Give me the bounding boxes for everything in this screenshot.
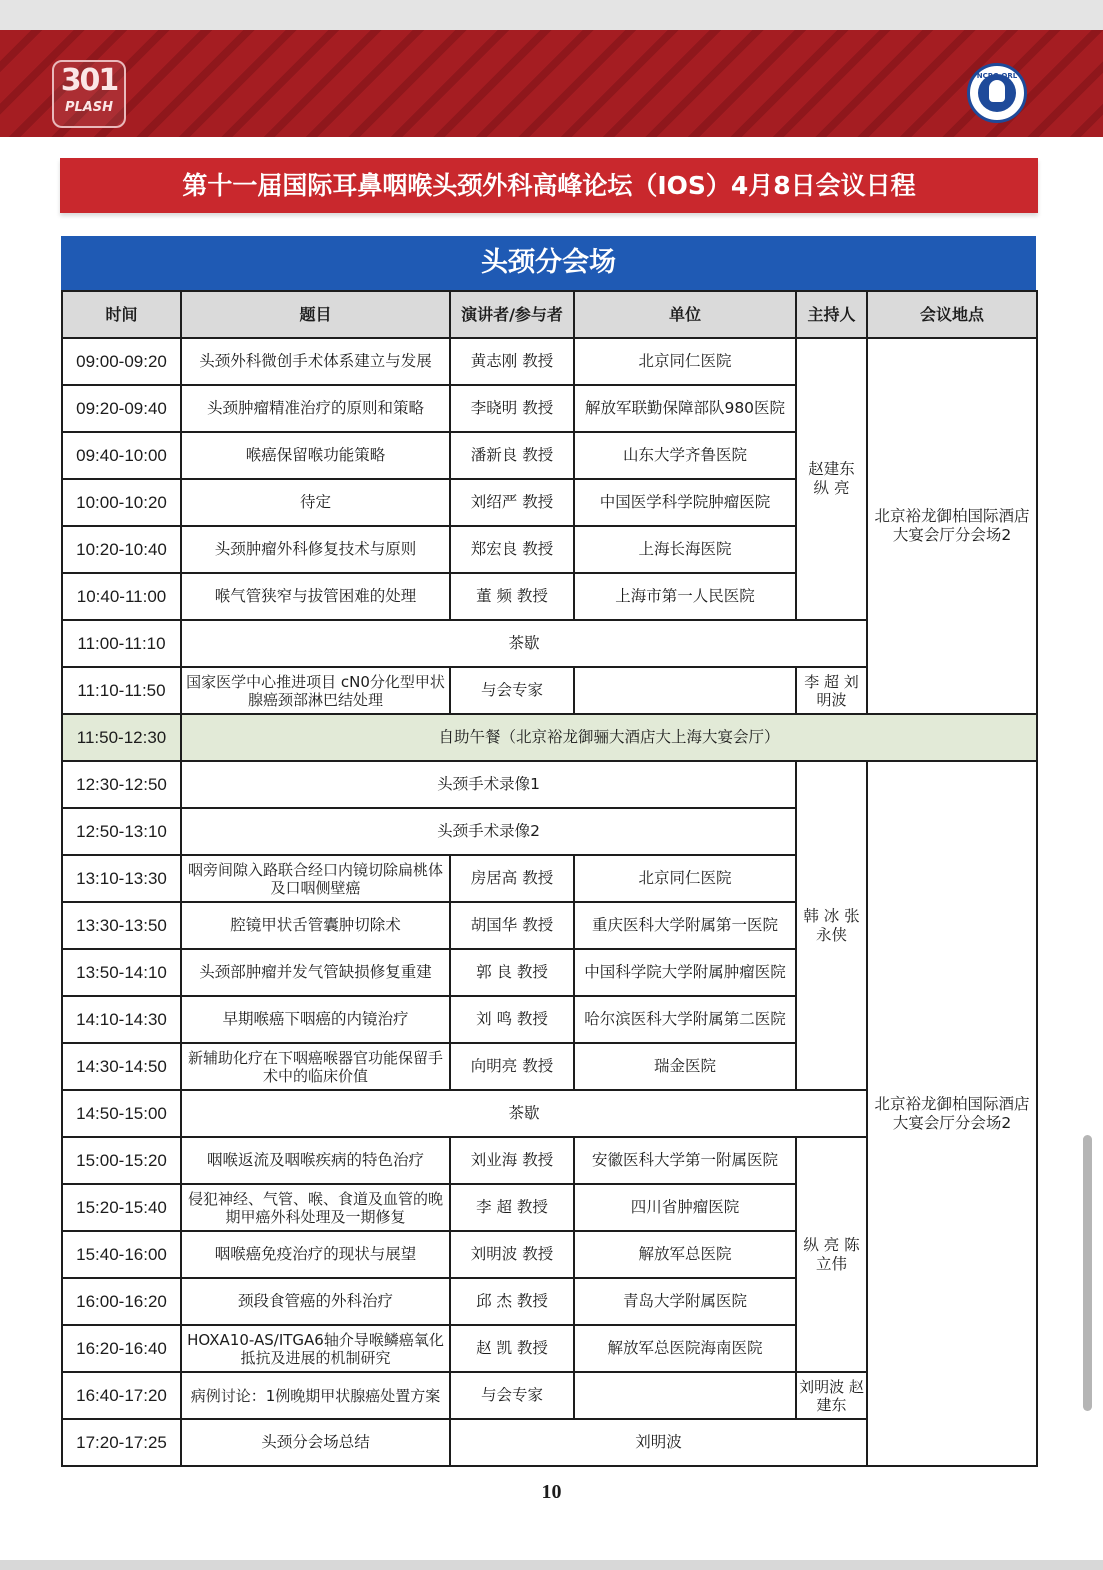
topic-cell: HOXA10-AS/ITGA6轴介导喉鳞癌氧化抵抗及进展的机制研究	[181, 1325, 450, 1372]
header-speaker: 演讲者/参与者	[450, 291, 574, 338]
time-cell: 12:30-12:50	[62, 761, 181, 808]
plash-logo: 301 PLASH	[52, 60, 126, 128]
page-title: 第十一届国际耳鼻咽喉头颈外科高峰论坛（IOS）4月8日会议日程	[60, 158, 1038, 213]
unit-cell: 山东大学齐鲁医院	[574, 432, 796, 479]
topic-cell: 腔镜甲状舌管囊肿切除术	[181, 902, 450, 949]
unit-cell: 北京同仁医院	[574, 855, 796, 902]
time-cell: 12:50-13:10	[62, 808, 181, 855]
time-cell: 14:30-14:50	[62, 1043, 181, 1090]
time-cell: 16:00-16:20	[62, 1278, 181, 1325]
time-cell: 10:40-11:00	[62, 573, 181, 620]
topic-cell: 头颈肿瘤精准治疗的原则和策略	[181, 385, 450, 432]
topic-cell: 侵犯神经、气管、喉、食道及血管的晚期甲癌外科处理及一期修复	[181, 1184, 450, 1231]
unit-cell: 中国医学科学院肿瘤医院	[574, 479, 796, 526]
video-cell: 头颈手术录像1	[181, 761, 796, 808]
header-host: 主持人	[796, 291, 867, 338]
time-cell: 17:20-17:25	[62, 1419, 181, 1466]
topic-cell: 头颈部肿瘤并发气管缺损修复重建	[181, 949, 450, 996]
topic-cell: 咽喉癌免疫治疗的现状与展望	[181, 1231, 450, 1278]
unit-cell: 四川省肿瘤医院	[574, 1184, 796, 1231]
time-cell: 11:10-11:50	[62, 667, 181, 714]
time-cell: 13:50-14:10	[62, 949, 181, 996]
top-strip	[0, 0, 1103, 30]
speaker-cell: 与会专家	[450, 1372, 574, 1419]
time-cell: 10:20-10:40	[62, 526, 181, 573]
topic-cell: 头颈肿瘤外科修复技术与原则	[181, 526, 450, 573]
lunch-cell: 自助午餐（北京裕龙御骊大酒店大上海大宴会厅）	[181, 714, 1037, 761]
speaker-cell: 潘新良 教授	[450, 432, 574, 479]
host-cell: 赵建东 纵 亮	[796, 338, 867, 620]
time-cell: 11:50-12:30	[62, 714, 181, 761]
unit-cell: 上海长海医院	[574, 526, 796, 573]
speaker-cell: 郑宏良 教授	[450, 526, 574, 573]
unit-cell: 哈尔滨医科大学附属第二医院	[574, 996, 796, 1043]
venue-cell: 北京裕龙御柏国际酒店大宴会厅分会场2	[867, 338, 1037, 714]
break-cell: 茶歇	[181, 620, 867, 667]
topic-cell: 新辅助化疗在下咽癌喉器官功能保留手术中的临床价值	[181, 1043, 450, 1090]
speaker-cell: 李 超 教授	[450, 1184, 574, 1231]
time-cell: 15:00-15:20	[62, 1137, 181, 1184]
topic-cell: 颈段食管癌的外科治疗	[181, 1278, 450, 1325]
topic-cell: 国家医学中心推进项目 cN0分化型甲状腺癌颈部淋巴结处理	[181, 667, 450, 714]
speaker-cell: 赵 凯 教授	[450, 1325, 574, 1372]
topic-cell: 咽旁间隙入路联合经口内镜切除扁桃体及口咽侧壁癌	[181, 855, 450, 902]
host-cell: 刘明波 赵建东	[796, 1372, 867, 1419]
speaker-cell: 刘业海 教授	[450, 1137, 574, 1184]
session-title: 头颈分会场	[61, 236, 1036, 290]
header-time: 时间	[62, 291, 181, 338]
speaker-cell: 刘明波 教授	[450, 1231, 574, 1278]
time-cell: 09:40-10:00	[62, 432, 181, 479]
topic-cell: 咽喉返流及咽喉疾病的特色治疗	[181, 1137, 450, 1184]
speaker-cell: 刘 鸣 教授	[450, 996, 574, 1043]
video-cell: 头颈手术录像2	[181, 808, 796, 855]
topic-cell: 早期喉癌下咽癌的内镜治疗	[181, 996, 450, 1043]
table-header-row	[62, 291, 1037, 338]
scrollbar[interactable]	[1083, 1135, 1092, 1411]
unit-cell: 解放军总医院	[574, 1231, 796, 1278]
time-cell: 09:00-09:20	[62, 338, 181, 385]
time-cell: 10:00-10:20	[62, 479, 181, 526]
unit-cell: 解放军总医院海南医院	[574, 1325, 796, 1372]
time-cell: 16:20-16:40	[62, 1325, 181, 1372]
unit-cell: 瑞金医院	[574, 1043, 796, 1090]
header-venue: 会议地点	[867, 291, 1037, 338]
unit-cell: 上海市第一人民医院	[574, 573, 796, 620]
break-cell: 茶歇	[181, 1090, 867, 1137]
time-cell: 14:10-14:30	[62, 996, 181, 1043]
topic-cell: 待定	[181, 479, 450, 526]
unit-cell: 解放军联勤保障部队980医院	[574, 385, 796, 432]
time-cell: 15:20-15:40	[62, 1184, 181, 1231]
time-cell: 16:40-17:20	[62, 1372, 181, 1419]
bottom-strip	[0, 1560, 1103, 1570]
unit-cell: 北京同仁医院	[574, 338, 796, 385]
speaker-cell: 向明亮 教授	[450, 1043, 574, 1090]
host-cell: 韩 冰 张永侠	[796, 761, 867, 1090]
time-cell: 14:50-15:00	[62, 1090, 181, 1137]
speaker-cell: 黄志刚 教授	[450, 338, 574, 385]
time-cell: 13:10-13:30	[62, 855, 181, 902]
page-number: 10	[541, 1481, 562, 1503]
header-unit: 单位	[574, 291, 796, 338]
speaker-cell: 与会专家	[450, 667, 574, 714]
header-topic: 题目	[181, 291, 450, 338]
host-cell: 李 超 刘明波	[796, 667, 867, 714]
schedule-table	[61, 290, 1038, 1467]
unit-cell: 安徽医科大学第一附属医院	[574, 1137, 796, 1184]
time-cell: 15:40-16:00	[62, 1231, 181, 1278]
venue-cell: 北京裕龙御柏国际酒店大宴会厅分会场2	[867, 761, 1037, 1466]
unit-cell	[574, 667, 796, 714]
speaker-cell: 郭 良 教授	[450, 949, 574, 996]
speaker-cell: 李晓明 教授	[450, 385, 574, 432]
speaker-cell: 刘明波	[450, 1419, 867, 1466]
speaker-cell: 刘绍严 教授	[450, 479, 574, 526]
unit-cell: 中国科学院大学附属肿瘤医院	[574, 949, 796, 996]
host-cell: 纵 亮 陈立伟	[796, 1137, 867, 1372]
time-cell: 11:00-11:10	[62, 620, 181, 667]
unit-cell: 青岛大学附属医院	[574, 1278, 796, 1325]
speaker-cell: 董 频 教授	[450, 573, 574, 620]
speaker-cell: 邱 杰 教授	[450, 1278, 574, 1325]
unit-cell: 重庆医科大学附属第一医院	[574, 902, 796, 949]
topic-cell: 喉气管狭窄与拔管困难的处理	[181, 573, 450, 620]
ncrc-orl-logo-icon: NCRC-ORL	[967, 63, 1027, 123]
topic-cell: 喉癌保留喉功能策略	[181, 432, 450, 479]
unit-cell	[574, 1372, 796, 1419]
time-cell: 13:30-13:50	[62, 902, 181, 949]
topic-cell: 头颈外科微创手术体系建立与发展	[181, 338, 450, 385]
table-row	[62, 761, 1037, 808]
speaker-cell: 房居高 教授	[450, 855, 574, 902]
time-cell: 09:20-09:40	[62, 385, 181, 432]
topic-cell: 头颈分会场总结	[181, 1419, 450, 1466]
speaker-cell: 胡国华 教授	[450, 902, 574, 949]
header-banner	[0, 30, 1103, 137]
table-row	[62, 338, 1037, 385]
topic-cell: 病例讨论：1例晚期甲状腺癌处置方案	[181, 1372, 450, 1419]
table-row-lunch	[62, 714, 1037, 761]
